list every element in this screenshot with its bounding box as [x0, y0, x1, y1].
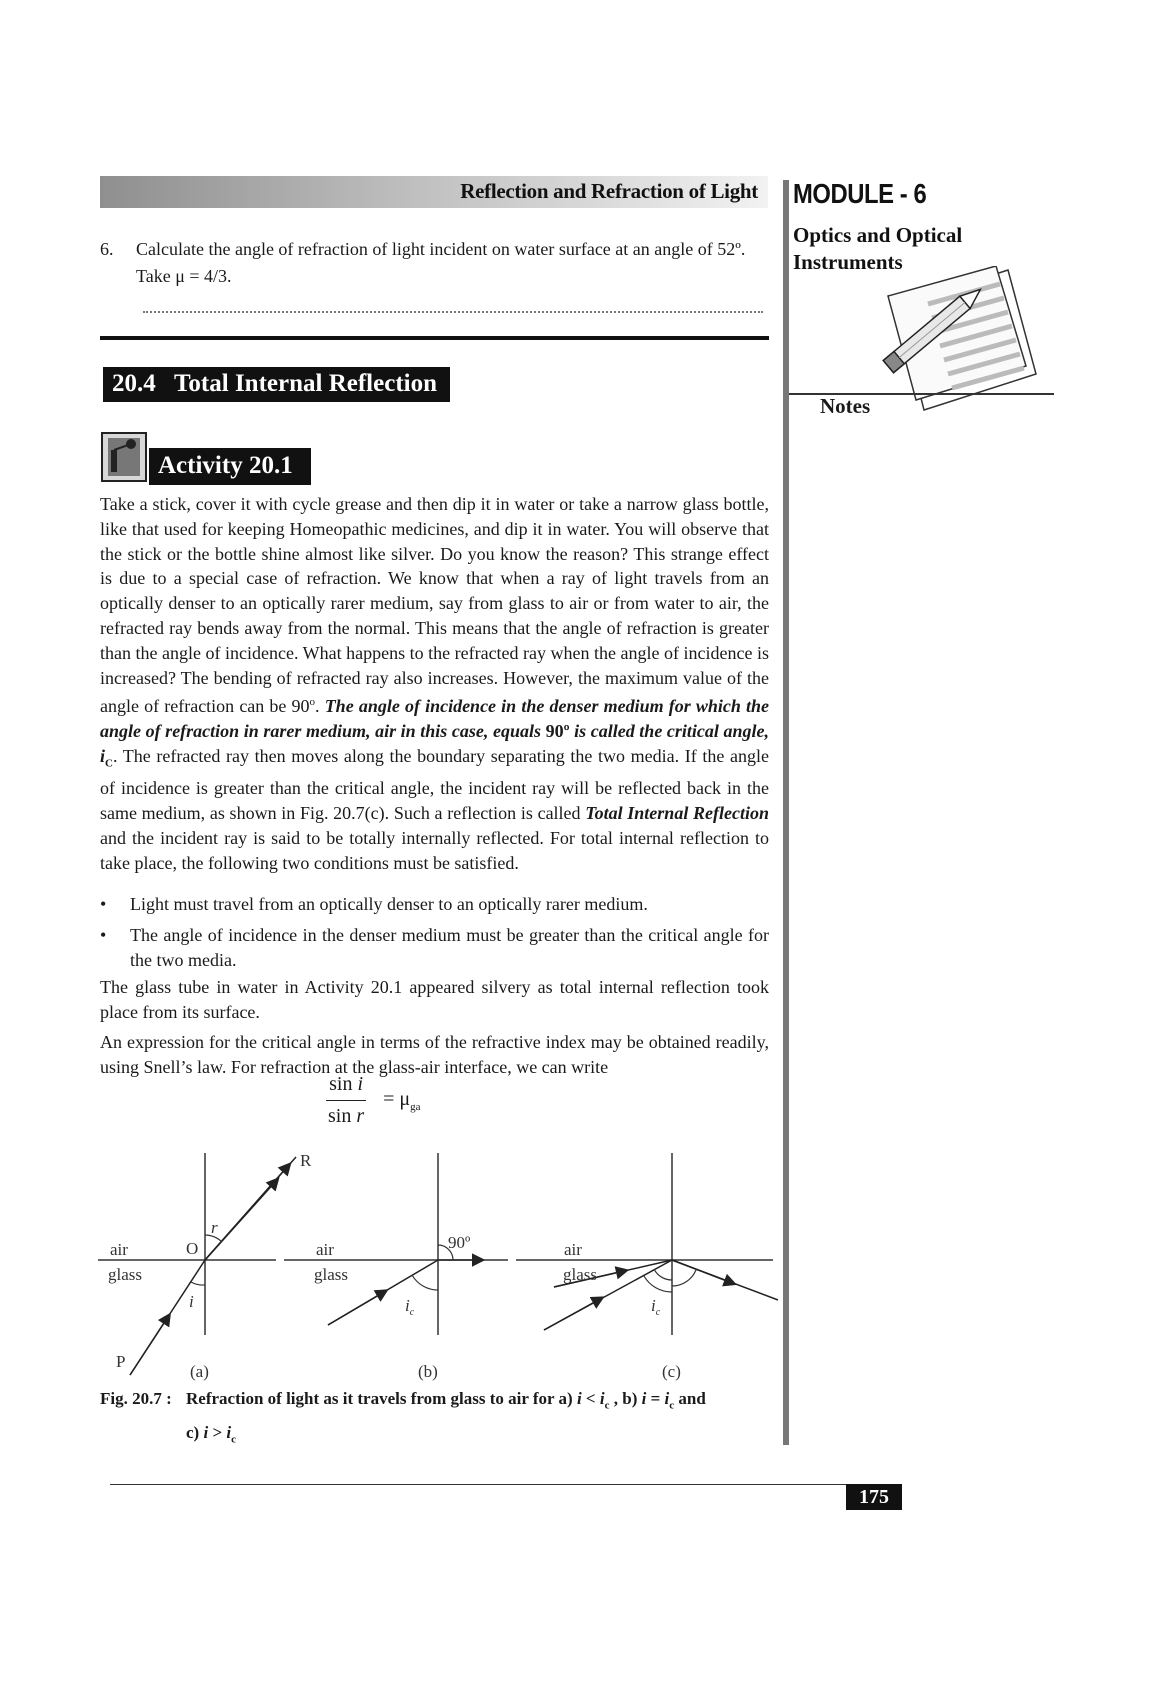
numerator-fn: sin [329, 1073, 358, 1095]
panel-a-point-o: O [186, 1239, 199, 1258]
module-label: MODULE - 6 [793, 178, 927, 209]
caption-label: Fig. 20.7 : [100, 1389, 172, 1408]
caption-ic: i [226, 1423, 232, 1443]
question-number: 6. [100, 239, 114, 259]
caption-ic-sub: c [604, 1399, 610, 1412]
figure-caption [100, 1385, 772, 1454]
panel-a-tag: (a) [190, 1362, 209, 1381]
answer-dotted-line [143, 301, 763, 313]
caption-ic-sub: c [231, 1433, 237, 1446]
denominator-var: r [356, 1105, 365, 1127]
para1-text-d: and the incident ray is said to be totally internally reflected. For total internal reflection to take place, the following two conditions must be satisfied. [100, 827, 769, 873]
caption-ic: i [599, 1389, 605, 1408]
section-rule [100, 336, 769, 340]
caption-eq: = [646, 1389, 665, 1408]
formula-rhs-text: = μ [383, 1088, 411, 1110]
formula-denominator [326, 1101, 366, 1128]
figure-panel-b [284, 1153, 508, 1381]
caption-b: , b) [609, 1389, 642, 1408]
module-subtitle-line-2: Instruments [793, 250, 903, 274]
section-title: 20.4 Total Internal Reflection [103, 367, 450, 402]
para1-text-c: . The refracted ray then moves along the boundary separating the two media. If the angle of incidence is greater than the critical angle, the incident ray will be reflected back in the same medium, as shown in Fig. 20.7(c). Such a reflection is called [100, 745, 769, 824]
paragraph-glass-tube: The glass tube in water in Activity 20.1 appeared silvery as total internal reflection took place from its surface. [100, 977, 769, 1022]
panel-c-glass: glass [563, 1265, 597, 1284]
panel-a-point-r: R [300, 1151, 312, 1170]
figure-panel-c [516, 1153, 778, 1381]
caption-i: i [203, 1423, 209, 1443]
para1-degree: o [309, 696, 316, 709]
activity-icon [101, 432, 147, 482]
panel-b-glass: glass [314, 1265, 348, 1284]
list-item [100, 923, 769, 973]
critical-angle-symbol: i [100, 745, 106, 766]
bullet-text: The angle of incidence in the denser medium must be greater than the critical angle for the two media. [130, 924, 769, 970]
caption-i: i [576, 1389, 582, 1408]
panel-c-tag: (c) [662, 1362, 681, 1381]
caption-ic-sub: c [669, 1399, 675, 1412]
snell-formula [326, 1073, 421, 1128]
bullet-marker: • [100, 924, 107, 945]
tir-term: Total Internal Reflection [585, 803, 769, 824]
conditions-list [100, 892, 769, 978]
notes-label: Notes [820, 394, 871, 418]
denominator-fn: sin [328, 1105, 357, 1127]
critical-angle-subscript: C [105, 757, 113, 770]
question-line-1: Calculate the angle of refraction of light incident on water surface at an angle of 52º. [136, 239, 746, 259]
running-header-title: Reflection and Refraction of Light [460, 179, 758, 203]
caption-gt: > [208, 1423, 227, 1443]
panel-b-tag: (b) [418, 1362, 438, 1381]
formula-rhs-sub: ga [410, 1101, 421, 1113]
para1-text-b: . [315, 696, 325, 717]
caption-ic: i [664, 1389, 670, 1408]
panel-b-air: air [316, 1240, 334, 1259]
numerator-var: i [357, 1073, 364, 1095]
question-line-2: Take μ = 4/3. [136, 266, 232, 286]
formula-fraction [326, 1073, 366, 1128]
question-6 [100, 236, 772, 290]
paragraph-critical-angle-expression: An expression for the critical angle in terms of the refractive index may be obtained readily, using Snell’s law. For refraction at the glass-air interface, we can write [100, 1032, 769, 1077]
paragraph-total-internal-reflection [100, 492, 769, 876]
activity-title: Activity 20.1 [149, 448, 311, 485]
formula-rhs [383, 1088, 420, 1113]
running-header [100, 176, 768, 208]
caption-body [186, 1385, 772, 1454]
panel-c-angle-ic: $i_c$ [651, 1296, 661, 1318]
caption-c: c) [186, 1423, 204, 1443]
figure-20-7 [98, 1145, 788, 1385]
critical-angle-definition: The angle of incidence in the denser medium for which the angle of refraction in rarer medium, air in this case, equals [100, 696, 769, 742]
module-subtitle-line-1: Optics and Optical [793, 223, 963, 247]
panel-b-angle-ic: $i_c$ [405, 1296, 415, 1318]
panel-a-point-p: P [116, 1352, 126, 1371]
critical-angle-definition-end: is called the critical angle, [569, 721, 769, 742]
formula-numerator [326, 1073, 366, 1101]
critical-angle-90: 90º [545, 721, 570, 742]
caption-and: and [674, 1389, 706, 1408]
panel-c-air: air [564, 1240, 582, 1259]
panel-a-air: air [110, 1240, 128, 1259]
panel-b-angle-90: 90º [448, 1233, 471, 1252]
bullet-marker: • [100, 894, 107, 914]
bullet-text: Light must travel from an optically denser to an optically rarer medium. [130, 894, 648, 914]
figure-panel-a [98, 1151, 312, 1381]
para1-text-a: Take a stick, cover it with cycle grease and then dip it in water or take a narrow glass bottle, like that used for keeping Homeopathic medicines, and dip it in water. You will observe that the stick or the bottle shine almost like silver. Do you know the reason? This strange effect is due to a special case of refraction. We know that when a ray of light travels from an optically denser to an optically rarer medium, say from glass to air or from water to air, the refracted ray bends away from the normal. This means that the angle of refraction is greater than the angle of incidence. What happens to the refracted ray when the angle of incidence is increased? The bending of refracted ray also increases. However, the maximum value of the angle of refraction can be 90 [100, 494, 769, 717]
caption-i: i [641, 1389, 647, 1408]
list-item [100, 892, 769, 917]
caption-text: Refraction of light as it travels from glass to air for a) [186, 1389, 577, 1408]
caption-lt: < [581, 1389, 600, 1408]
page-number: 175 [846, 1484, 902, 1510]
panel-a-angle-r: r [211, 1218, 218, 1237]
footer-rule [110, 1484, 902, 1485]
panel-a-angle-i: i [189, 1292, 194, 1311]
panel-a-glass: glass [108, 1265, 142, 1284]
